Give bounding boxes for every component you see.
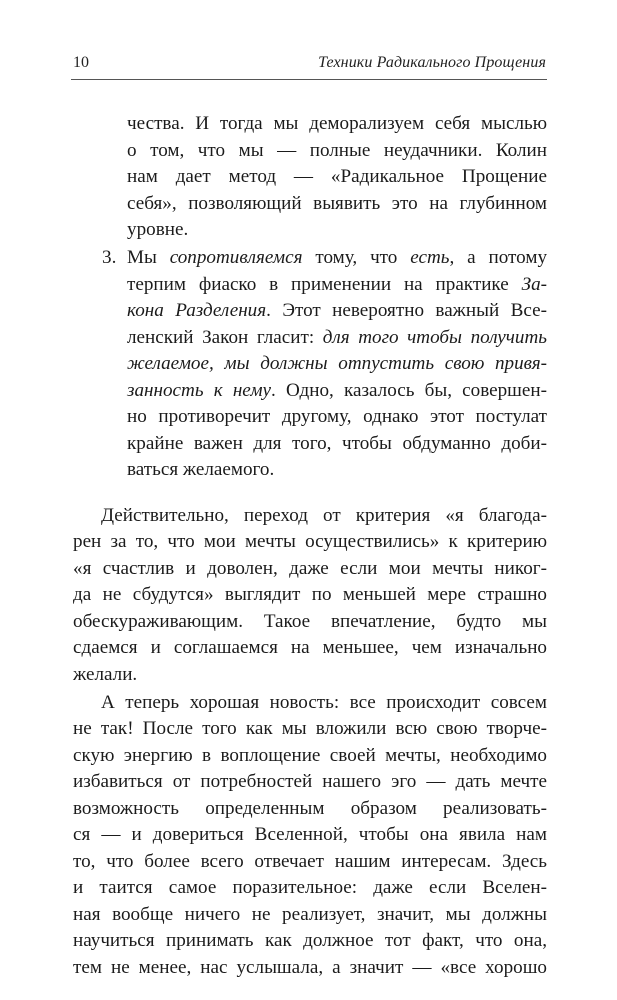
text-line: рен за то, что мои мечты осуществились» к критерию [73,531,547,553]
header-rule [71,79,547,80]
text-line: и таится самое поразительное: даже если Вселен- [73,877,547,899]
text-line: о том, что мы — полные неудачники. Колин [127,139,547,161]
text-line: обескураживающим. Такое впечатление, будто мы [73,610,547,632]
text-line: избавиться от потребностей нашего эго — дать мечте [73,771,547,793]
text-line: терпим фиаско в применении на практике За- [127,273,547,295]
text-line: тем не менее, нас услышала, а значит — «все хорошо [73,957,547,978]
running-header [71,52,546,74]
text-line: ся — и довериться Вселенной, чтобы она явила нам [73,824,547,846]
text-line: научиться принимать как должное тот факт, что она, [73,930,547,952]
text-line: А теперь хорошая новость: все происходит совсем [101,691,547,713]
text-line: да не сбудутся» выглядит по меньшей мере страшно [73,584,547,606]
text-line: кона Разделения. Этот невероятно важный Все- [127,300,547,322]
running-title: Техники Радикального Прощения [318,54,546,71]
text-line: Действительно, переход от критерия «я благода- [101,504,547,526]
text-line: желали. [73,663,138,685]
text-line: не так! После того как мы вложили всю свою творче- [73,718,547,740]
text-line: занность к нему. Одно, казалось бы, совершен- [127,379,547,401]
text-line: крайне важен для того, чтобы обдуманно доби- [127,432,547,454]
text-line: себя», позволяющий выявить это на глубинном [127,192,547,214]
text-line: Мы сопротивляемся тому, что есть, а потому [127,247,548,269]
text-line: ная вообще ничего не реализует, значит, мы должны [73,903,547,925]
page-number: 10 [73,54,89,71]
text-line: но противоречит другому, однако этот постулат [127,406,547,428]
text-line: нам дает метод — «Радикальное Прощение [127,166,547,188]
text-line: то, что более всего отвечает нашим интересам. Здесь [73,850,547,872]
text-line: ленский Закон гласит: для того чтобы получить [127,326,547,348]
text-line: скую энергию в воплощение своей мечты, необходимо [73,744,547,766]
text-line: уровне. [127,219,189,241]
list-marker: 3. [102,247,117,269]
text-line: ваться желаемого. [127,459,275,481]
text-line: возможность определенным образом реализовать- [73,797,547,819]
text-line: чества. И тогда мы деморализуем себя мыслью [127,113,547,134]
text-line: сдаемся и соглашаемся на меньшее, чем изначально [73,637,547,659]
text-line: «я счастлив и доволен, даже если мои мечты никог- [73,557,547,579]
text-line: желаемое, мы должны отпустить свою привя- [127,353,547,375]
